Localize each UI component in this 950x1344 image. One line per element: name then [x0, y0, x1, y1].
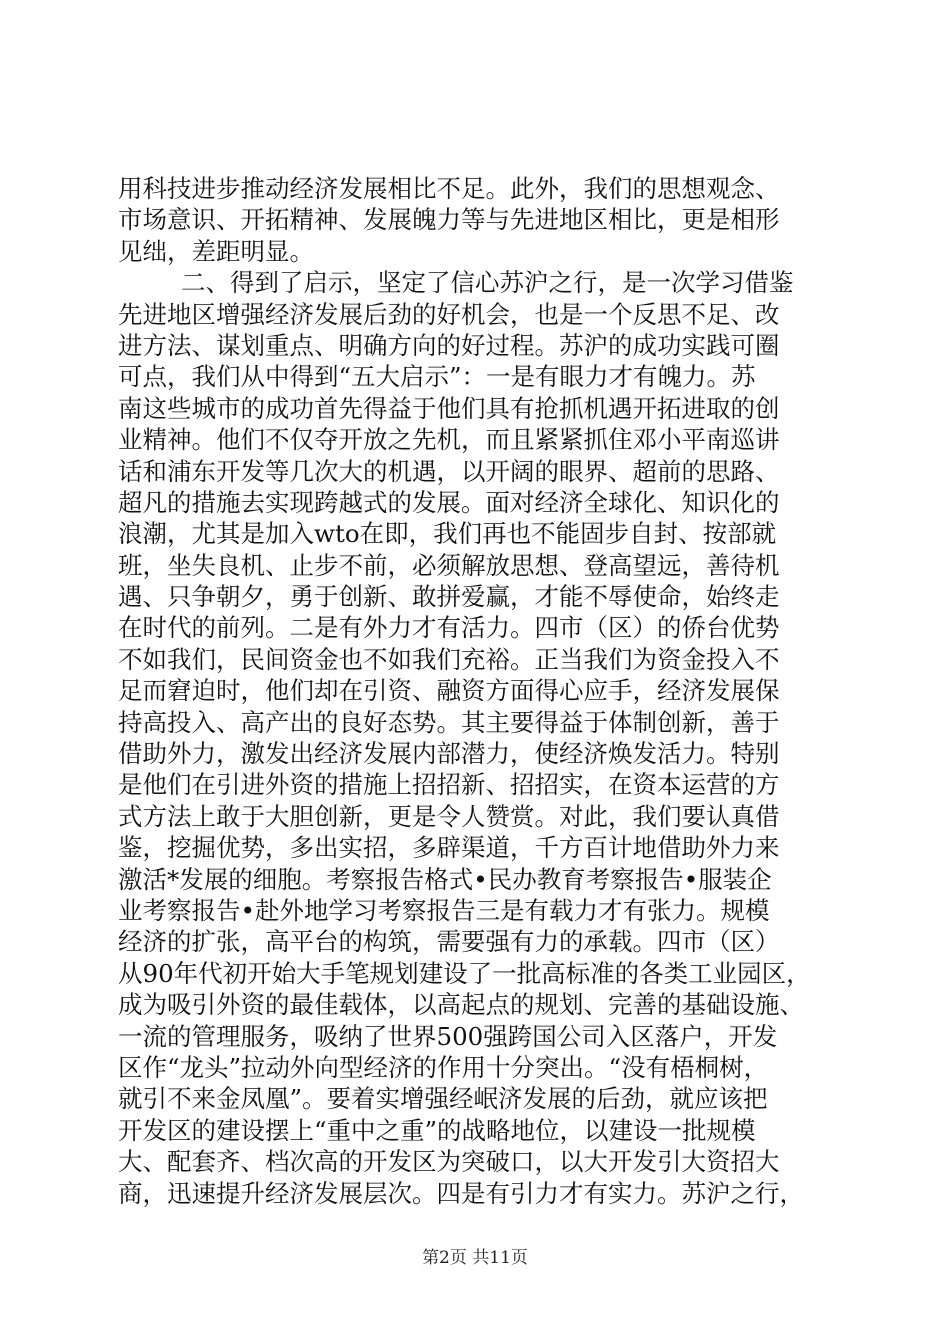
text-line: 超凡的措施去实现跨越式的发展。面对经济全球化、知识化的 — [118, 487, 780, 517]
text-line: 先进地区增强经济发展后劲的好机会，也是一个反思不足、改 — [118, 299, 780, 329]
text-line: 遇、只争朝夕，勇于创新、敢拼爱赢，才能不辱使命，始终走 — [118, 582, 780, 612]
text-line: 业考察报告•赴外地学习考察报告三是有载力才有张力。规模 — [118, 895, 770, 925]
text-line: 开发区的建设摆上“重中之重”的战略地位，以建设一批规模 — [118, 1115, 756, 1145]
text-line: 借助外力，激发出经济发展内部潜力，使经济焕发活力。特别 — [118, 739, 780, 769]
text-line: 从90年代初开始大手笔规划建设了一批高标准的各类工业园区， — [118, 958, 811, 988]
text-line: 市场意识、开拓精神、发展魄力等与先进地区相比，更是相形 — [118, 205, 780, 235]
text-line: 浪潮，尤其是加入wto在即，我们再也不能固步自封、按部就 — [118, 519, 777, 549]
text-line: 业精神。他们不仅夺开放之先机，而且紧紧抓住邓小平南巡讲 — [118, 425, 780, 455]
text-line: 区作“龙头”拉动外向型经济的作用十分突出。“没有梧桐树， — [118, 1052, 769, 1082]
text-line: 可点，我们从中得到“五大启示”：一是有眼力才有魄力。苏 — [118, 362, 756, 392]
text-line: 话和浦东开发等几次大的机遇，以开阔的眼界、超前的思路、 — [118, 456, 780, 486]
text-line: 成为吸引外资的最佳载体，以高起点的规划、完善的基础设施、 — [118, 990, 804, 1020]
text-line: 见绌，差距明显。 — [118, 236, 314, 266]
paragraph-start-line: 二、得到了启示，坚定了信心苏沪之行，是一次学习借鉴 — [181, 268, 794, 298]
text-line: 南这些城市的成功首先得益于他们具有抢抓机遇开拓进取的创 — [118, 393, 780, 423]
text-line: 班，坐失良机、止步不前，必须解放思想、登高望远，善待机 — [118, 550, 780, 580]
page-number-footer: 第2页 共11页 — [422, 1248, 528, 1268]
text-line: 鉴，挖掘优势，多出实招，多辟渠道，千方百计地借助外力来 — [118, 833, 780, 863]
text-line: 商，迅速提升经济发展层次。四是有引力才有实力。苏沪之行， — [118, 1178, 804, 1208]
body-text — [118, 173, 838, 1209]
text-line: 用科技进步推动经济发展相比不足。此外，我们的思想观念、 — [118, 174, 780, 203]
text-line: 就引不来金凤凰”。要着实增强经岷济发展的后劲，就应该把 — [118, 1084, 768, 1114]
text-line: 进方法、谋划重点、明确方向的好过程。苏沪的成功实践可圈 — [118, 330, 780, 360]
text-line: 持高投入、高产出的良好态势。其主要得益于体制创新，善于 — [118, 707, 780, 737]
text-line: 是他们在引进外资的措施上招招新、招招实，在资本运营的方 — [118, 770, 780, 800]
text-line: 足而窘迫时，他们却在引资、融资方面得心应手，经济发展保 — [118, 676, 780, 706]
text-line: 式方法上敢于大胆创新，更是令人赞赏。对此，我们要认真借 — [118, 801, 780, 831]
text-line: 经济的扩张，高平台的构筑，需要强有力的承载。四市（区） — [118, 927, 780, 957]
text-line: 不如我们，民间资金也不如我们充裕。正当我们为资金投入不 — [118, 644, 780, 674]
text-line: 在时代的前列。二是有外力才有活力。四市（区）的侨台优势 — [118, 613, 780, 643]
text-line: 激活*发展的细胞。考察报告格式•民办教育考察报告•服装企 — [118, 864, 772, 894]
text-line: 大、配套齐、档次高的开发区为突破口，以大开发引大资招大 — [118, 1147, 780, 1177]
text-line: 一流的管理服务，吸纳了世界500强跨国公司入区落户，开发 — [118, 1021, 778, 1051]
